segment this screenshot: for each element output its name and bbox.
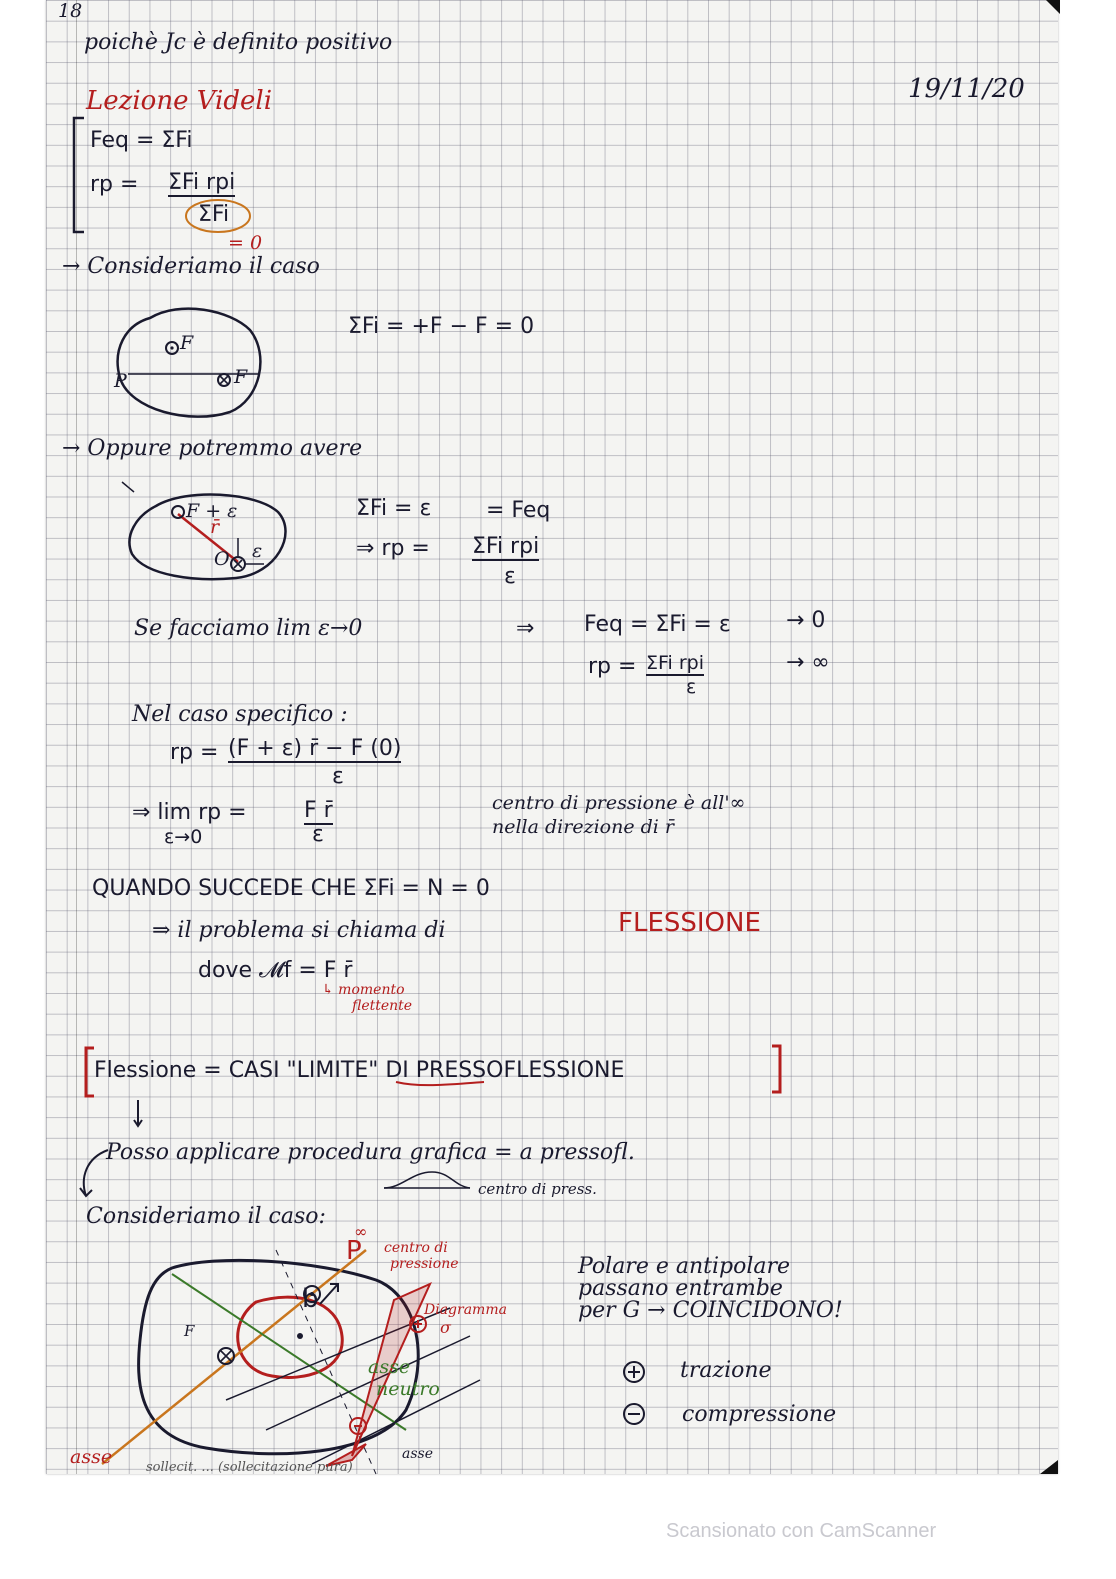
plus-meaning: trazione bbox=[680, 1358, 772, 1383]
case3-asse-bottom: asse bbox=[402, 1446, 434, 1462]
curved-arrow-icon bbox=[76, 1148, 116, 1200]
flexion-where: dove 𝓜f = F r̄ bbox=[198, 958, 353, 983]
minus-circle-icon bbox=[622, 1402, 646, 1426]
specific-note-1: centro di pressione è all'∞ bbox=[492, 792, 746, 814]
system-rp-numerator: ΣFi rpi bbox=[168, 170, 236, 195]
moment-note-2: flettente bbox=[352, 998, 413, 1014]
flexion-name: FLESSIONE bbox=[618, 908, 761, 938]
case3-p-note-1: centro di bbox=[384, 1240, 448, 1256]
specific-rp-numerator: (F + ε) r̄ − F (0) bbox=[228, 736, 402, 761]
moment-note-1: ↳ momento bbox=[322, 982, 405, 998]
denominator-note: = 0 bbox=[228, 232, 263, 254]
page-number: 18 bbox=[58, 0, 83, 22]
flexion-problem: ⇒ il problema si chiama di bbox=[152, 918, 446, 943]
case2-label-o: O bbox=[214, 548, 230, 570]
case3-diagram-2: σ bbox=[440, 1318, 451, 1337]
case3-p-note-2: pressione bbox=[390, 1256, 459, 1272]
case2-eq2-denominator: ε bbox=[504, 564, 516, 589]
case3-section-figure bbox=[76, 1220, 556, 1474]
lesson-title: Lezione Videli bbox=[86, 86, 273, 116]
specific-rp-denominator: ε bbox=[332, 764, 344, 789]
limit-arrow: ⇒ bbox=[516, 616, 535, 641]
case3-p-label: P bbox=[346, 1236, 362, 1266]
minus-meaning: compressione bbox=[682, 1402, 837, 1427]
specific-lim-denominator: ε bbox=[312, 822, 324, 847]
flexion-when: QUANDO SUCCEDE CHE ΣFi = N = 0 bbox=[92, 876, 490, 901]
case2-eq1-lhs: ΣFi = ε bbox=[356, 496, 432, 521]
case3-intro: Consideriamo il caso: bbox=[86, 1204, 326, 1229]
case3-note-3: per G → COINCIDONO! bbox=[578, 1298, 843, 1323]
case2-eq2-numerator: ΣFi rpi bbox=[472, 534, 540, 559]
case3-diagram-1: Diagramma bbox=[424, 1302, 507, 1318]
case1-label-f2: F bbox=[234, 366, 248, 388]
case3-neutral-2: neutro bbox=[376, 1378, 440, 1400]
specific-rp-lhs: rp = bbox=[170, 740, 219, 765]
system-brace-icon bbox=[70, 116, 90, 236]
limit-feq-to: → 0 bbox=[786, 608, 826, 633]
limit-feq: Feq = ΣFi = ε bbox=[584, 612, 731, 637]
case1-intro: → Consideriamo il caso bbox=[62, 254, 320, 279]
case3-note-2: passano entrambe bbox=[578, 1276, 783, 1301]
case3-note-1: Polare e antipolare bbox=[578, 1254, 791, 1279]
specific-note-2: nella direzione di r̄ bbox=[492, 816, 674, 838]
scanner-watermark: Scansionato con CamScanner bbox=[666, 1520, 937, 1542]
limit-rp-denominator: ε bbox=[686, 676, 697, 698]
case1-label-f1: F bbox=[180, 332, 194, 354]
intro-line: poichè Jc è definito positivo bbox=[84, 30, 393, 55]
case3-bottom-cut: sollecit. ... (sollecitazione pura) bbox=[146, 1460, 353, 1475]
boxed-statement: Flessione = CASI "LIMITE" DI PRESSOFLESSIONE bbox=[94, 1058, 625, 1083]
case2-eq1-rhs: = Feq bbox=[486, 498, 551, 523]
specific-lim-sub: ε→0 bbox=[164, 826, 203, 848]
specific-text: Nel caso specifico : bbox=[132, 702, 348, 727]
specific-lim-numerator: F r̄ bbox=[304, 798, 333, 823]
corner-mark-bottom-icon bbox=[1040, 1460, 1058, 1474]
case1-equation: ΣFi = +F − F = 0 bbox=[348, 314, 535, 339]
case3-neutral-1: asse bbox=[368, 1356, 411, 1378]
down-arrow-icon bbox=[134, 1100, 144, 1130]
case2-label-eps: ε bbox=[252, 540, 263, 562]
system-line1: Feq = ΣFi bbox=[90, 128, 193, 153]
limit-rp-to: → ∞ bbox=[786, 650, 830, 675]
procedure-line: Posso applicare procedura grafica = a pressofl. bbox=[106, 1140, 635, 1165]
notebook-page bbox=[46, 0, 1058, 1474]
specific-lim-lhs: ⇒ lim rp = bbox=[132, 800, 247, 825]
plus-circle-icon bbox=[622, 1360, 646, 1384]
procedure-hump-icon bbox=[382, 1168, 472, 1192]
limit-text: Se facciamo lim ε→0 bbox=[134, 616, 363, 641]
system-rp-label: rp = bbox=[90, 172, 139, 197]
procedure-note: centro di press. bbox=[478, 1180, 597, 1198]
case3-infinity: ∞ bbox=[354, 1222, 368, 1241]
case3-asse-left: asse bbox=[70, 1446, 113, 1468]
limit-rp-lhs: rp = bbox=[588, 654, 637, 679]
date: 19/11/20 bbox=[908, 74, 1025, 104]
corner-mark-icon bbox=[1046, 0, 1060, 14]
case3-f-label: F bbox=[184, 1322, 195, 1340]
case2-eq2-lhs: ⇒ rp = bbox=[356, 536, 430, 561]
system-rp-denominator: ΣFi bbox=[198, 202, 230, 227]
case1-section-figure bbox=[110, 300, 270, 425]
case2-intro: → Oppure potremmo avere bbox=[62, 436, 363, 461]
case2-label-top: F + ε bbox=[186, 500, 238, 522]
case2-label-r: r̄ bbox=[210, 516, 220, 538]
case3-b-label: b bbox=[302, 1284, 319, 1314]
limit-rp-numerator: ΣFi rpi bbox=[646, 652, 705, 674]
case1-label-p: P bbox=[114, 370, 127, 392]
